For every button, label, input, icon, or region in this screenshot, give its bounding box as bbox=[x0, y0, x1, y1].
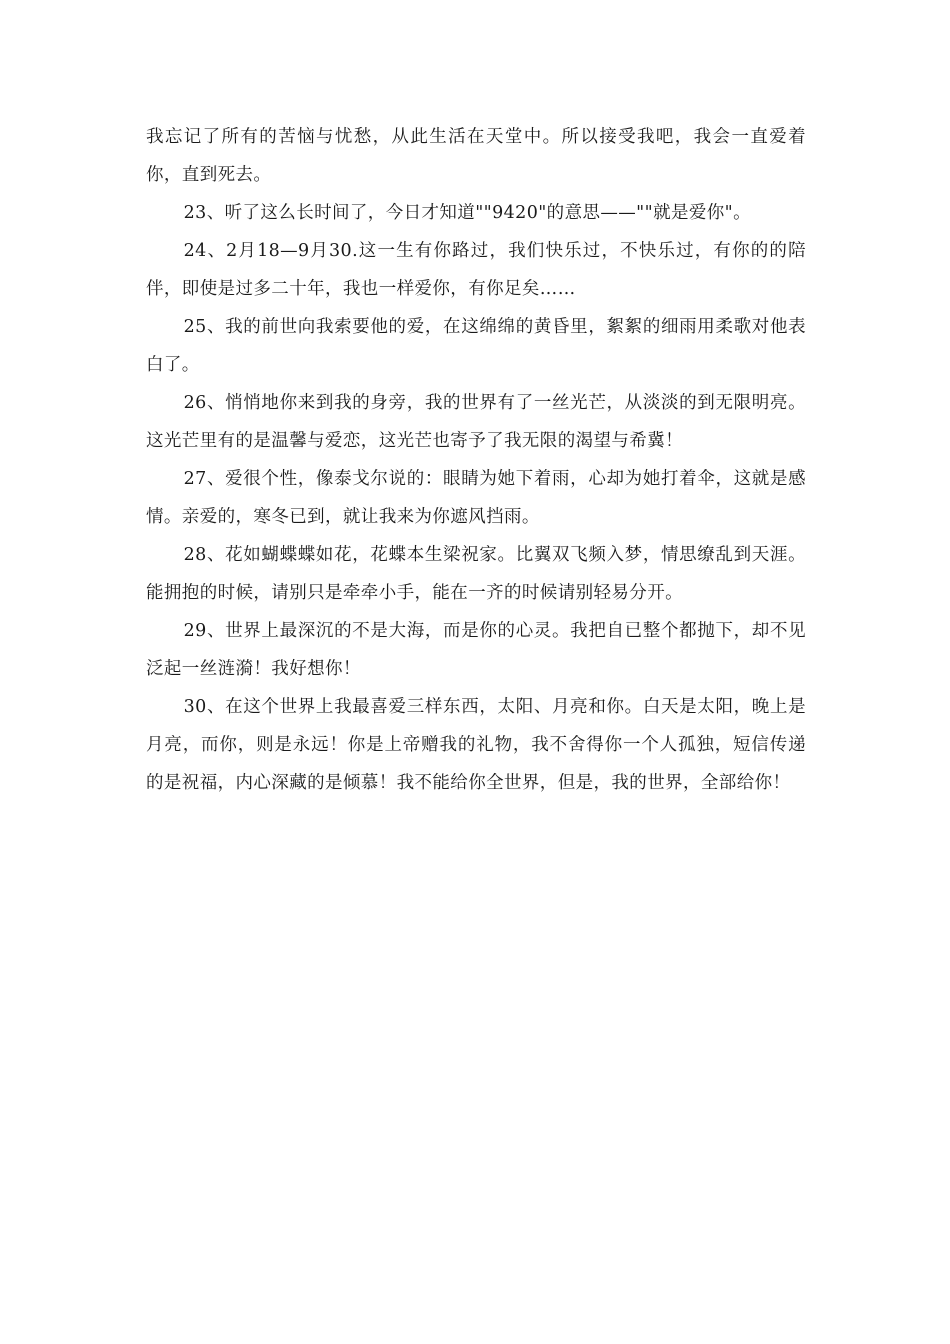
paragraph-28: 28、花如蝴蝶蝶如花，花蝶本生梁祝家。比翼双飞频入梦，情思缭乱到天涯。能拥抱的时候，请别只是牵牵小手，能在一齐的时候请别轻易分开。 bbox=[146, 545, 806, 603]
document-page bbox=[146, 118, 806, 802]
paragraph-23: 23、听了这么长时间了，今日才知道""9420"的意思——""就是爱你"。 bbox=[183, 203, 752, 223]
paragraph-25: 25、我的前世向我索要他的爱，在这绵绵的黄昏里，絮絮的细雨用柔歌对他表白了。 bbox=[146, 317, 806, 375]
paragraph-27: 27、爱很个性，像泰戈尔说的：眼睛为她下着雨，心却为她打着伞，这就是感情。亲爱的，寒冬已到，就让我来为你遮风挡雨。 bbox=[146, 469, 806, 527]
paragraph-30: 30、在这个世界上我最喜爱三样东西，太阳、月亮和你。白天是太阳，晚上是月亮，而你，则是永远！你是上帝赠我的礼物，我不舍得你一个人孤独，短信传递的是祝福，内心深藏的是倾慕！我不能给你全世界，但是，我的世界，全部给你！ bbox=[146, 697, 806, 793]
paragraph-continuation: 我忘记了所有的苦恼与忧愁，从此生活在天堂中。所以接受我吧，我会一直爱着你，直到死去。 bbox=[146, 127, 806, 185]
paragraph-26: 26、悄悄地你来到我的身旁，我的世界有了一丝光芒，从淡淡的到无限明亮。这光芒里有的是温馨与爱恋，这光芒也寄予了我无限的渴望与希冀！ bbox=[146, 393, 806, 451]
paragraph-24: 24、2月18—9月30.这一生有你路过，我们快乐过，不快乐过，有你的的陪伴，即使是过多二十年，我也一样爱你，有你足矣…… bbox=[146, 241, 806, 299]
paragraph-29: 29、世界上最深沉的不是大海，而是你的心灵。我把自已整个都抛下，却不见泛起一丝涟漪！我好想你！ bbox=[146, 621, 806, 679]
